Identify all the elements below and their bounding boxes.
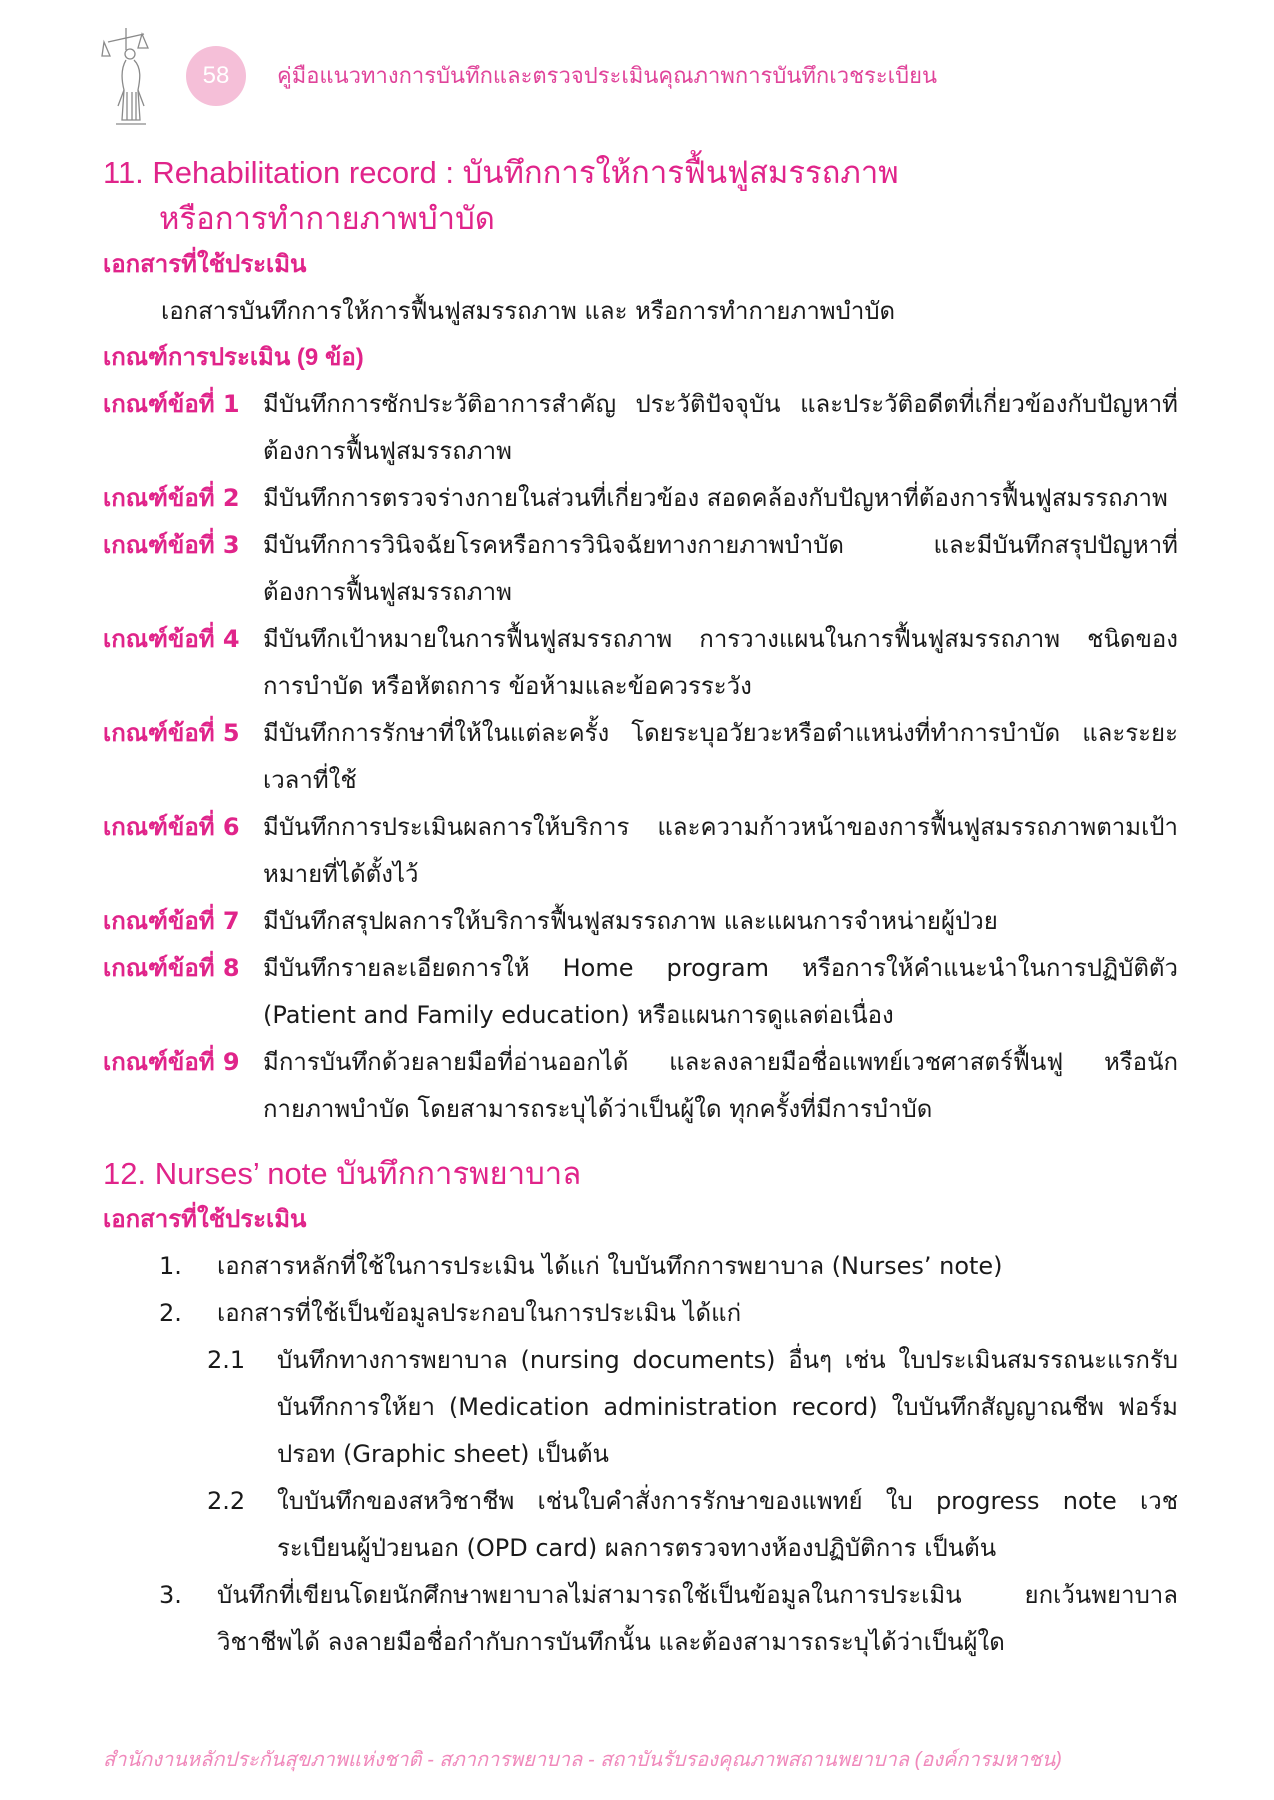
- list-item-1: [103, 1243, 1178, 1290]
- section-11-docs-heading: เอกสารที่ใช้ประเมิน: [103, 251, 307, 278]
- criterion-text: มีบันทึกการประเมินผลการให้บริการ และความก้าวหน้าของการฟื้นฟูสมรรถภาพตามเป้าหมายที่ได้ตั้งไว้: [263, 813, 1178, 888]
- list-text: เอกสารที่ใช้เป็นข้อมูลประกอบในการประเมิน ได้แก่: [217, 1299, 742, 1327]
- criterion-label: เกณฑ์ข้อที่ 4: [103, 625, 240, 653]
- criterion-5: [103, 710, 1178, 804]
- themis-scales-statue-icon: [100, 20, 172, 128]
- criterion-text: มีบันทึกการรักษาที่ให้ในแต่ละครั้ง โดยระบุอวัยวะหรือตำแหน่งที่ทำการบำบัด และระยะเวลาที่ใช้: [263, 719, 1178, 794]
- criterion-8: [103, 945, 1178, 1039]
- sub-list-number: 2.1: [207, 1346, 246, 1374]
- list-text: บันทึกที่เขียนโดยนักศึกษาพยาบาลไม่สามารถใช้เป็นข้อมูลในการประเมิน ยกเว้นพยาบาลวิชาชีพได้ ลงลายมือชื่อกำกับการบันทึกนั้น และต้องสามารถระบุได้ว่าเป็นผู้ใด: [217, 1581, 1178, 1656]
- list-item-3: [103, 1572, 1178, 1666]
- criterion-7: [103, 898, 1178, 945]
- list-item-2: [103, 1290, 1178, 1337]
- criterion-text: มีบันทึกสรุปผลการให้บริการฟื้นฟูสมรรถภาพ และแผนการจำหน่ายผู้ป่วย: [263, 907, 998, 935]
- criterion-label: เกณฑ์ข้อที่ 7: [103, 907, 240, 935]
- criterion-text: มีการบันทึกด้วยลายมือที่อ่านออกได้ และลงลายมือชื่อแพทย์เวชศาสตร์ฟื้นฟู หรือนักกายภาพบำบัด โดยสามารถระบุได้ว่าเป็นผู้ใด ทุกครั้งที่มีการบำบัด: [263, 1048, 1178, 1123]
- criterion-text: มีบันทึกการตรวจร่างกายในส่วนที่เกี่ยวข้อง สอดคล้องกับปัญหาที่ต้องการฟื้นฟูสมรรถภาพ: [263, 484, 1168, 512]
- criterion-text: มีบันทึกเป้าหมายในการฟื้นฟูสมรรถภาพ การวางแผนในการฟื้นฟูสมรรถภาพ ชนิดของการบำบัด หรือหัตถการ ข้อห้ามและข้อควรระวัง: [263, 625, 1178, 700]
- section-11-criteria-heading: เกณฑ์การประเมิน (9 ข้อ): [103, 344, 364, 371]
- criterion-4: [103, 616, 1178, 710]
- section-gap: [103, 1133, 1178, 1151]
- sub-list-text: บันทึกทางการพยาบาล (nursing documents) อื่นๆ เช่น ใบประเมินสมรรถนะแรกรับ บันทึกการให้ยา (Medication administration record) ใบบันทึกสัญญาณชีพ ฟอร์มปรอท (Graphic sheet) เป็นต้น: [277, 1346, 1178, 1468]
- section-11-title: [103, 150, 1178, 242]
- criterion-label: เกณฑ์ข้อที่ 5: [103, 719, 240, 747]
- section-12-docs-heading: เอกสารที่ใช้ประเมิน: [103, 1206, 307, 1233]
- page-header: [0, 0, 1274, 140]
- criterion-label: เกณฑ์ข้อที่ 9: [103, 1048, 240, 1076]
- page-content: [103, 150, 1178, 1666]
- section-11-title-line2: หรือการทำกายภาพบำบัด: [159, 201, 495, 236]
- criterion-label: เกณฑ์ข้อที่ 8: [103, 954, 240, 982]
- list-number: 2.: [159, 1299, 182, 1327]
- sub-list-text: ใบบันทึกของสหวิชาชีพ เช่นใบคำสั่งการรักษาของแพทย์ ใบ progress note เวชระเบียนผู้ป่วยนอก (OPD card) ผลการตรวจทางห้องปฏิบัติการ เป็นต้น: [277, 1487, 1179, 1562]
- criterion-1: [103, 381, 1178, 475]
- running-header-title: คู่มือแนวทางการบันทึกและตรวจประเมินคุณภาพการบันทึกเวชระเบียน: [277, 63, 938, 88]
- sub-list-item-2-1: [103, 1337, 1178, 1478]
- sub-list-number: 2.2: [207, 1487, 246, 1515]
- criterion-label: เกณฑ์ข้อที่ 1: [103, 390, 240, 418]
- criterion-3: [103, 522, 1178, 616]
- criterion-6: [103, 804, 1178, 898]
- criterion-2: [103, 475, 1178, 522]
- criterion-text: มีบันทึกรายละเอียดการให้ Home program หรือการให้คำแนะนำในการปฏิบัติตัว (Patient and Family education) หรือแผนการดูแลต่อเนื่อง: [263, 954, 1178, 1029]
- section-12-title: 12. Nurses’ note บันทึกการพยาบาล: [103, 1156, 582, 1191]
- criterion-label: เกณฑ์ข้อที่ 2: [103, 484, 240, 512]
- criterion-9: [103, 1039, 1178, 1133]
- list-number: 3.: [159, 1581, 182, 1609]
- sub-list-item-2-2: [103, 1478, 1178, 1572]
- list-number: 1.: [159, 1252, 182, 1280]
- page-footer: สำนักงานหลักประกันสุขภาพแห่งชาติ - สภาการพยาบาล - สถาบันรับรองคุณภาพสถานพยาบาล (องค์การมหาชน): [103, 1749, 1062, 1771]
- page-number: 58: [186, 46, 246, 106]
- section-11-docs-text: เอกสารบันทึกการให้การฟื้นฟูสมรรถภาพ และ หรือการทำกายภาพบำบัด: [161, 297, 896, 325]
- section-11-title-line1: 11. Rehabilitation record : บันทึกการให้การฟื้นฟูสมรรถภาพ: [103, 155, 899, 190]
- criterion-text: มีบันทึกการวินิจฉัยโรคหรือการวินิจฉัยทางกายภาพบำบัด และมีบันทึกสรุปปัญหาที่ต้องการฟื้นฟูสมรรถภาพ: [263, 531, 1178, 606]
- criterion-label: เกณฑ์ข้อที่ 6: [103, 813, 240, 841]
- list-text: เอกสารหลักที่ใช้ในการประเมิน ได้แก่ ใบบันทึกการพยาบาล (Nurses’ note): [217, 1252, 1003, 1280]
- criterion-label: เกณฑ์ข้อที่ 3: [103, 531, 240, 559]
- criterion-text: มีบันทึกการซักประวัติอาการสำคัญ ประวัติปัจจุบัน และประวัติอดีตที่เกี่ยวข้องกับปัญหาที่ต้องการฟื้นฟูสมรรถภาพ: [263, 390, 1178, 465]
